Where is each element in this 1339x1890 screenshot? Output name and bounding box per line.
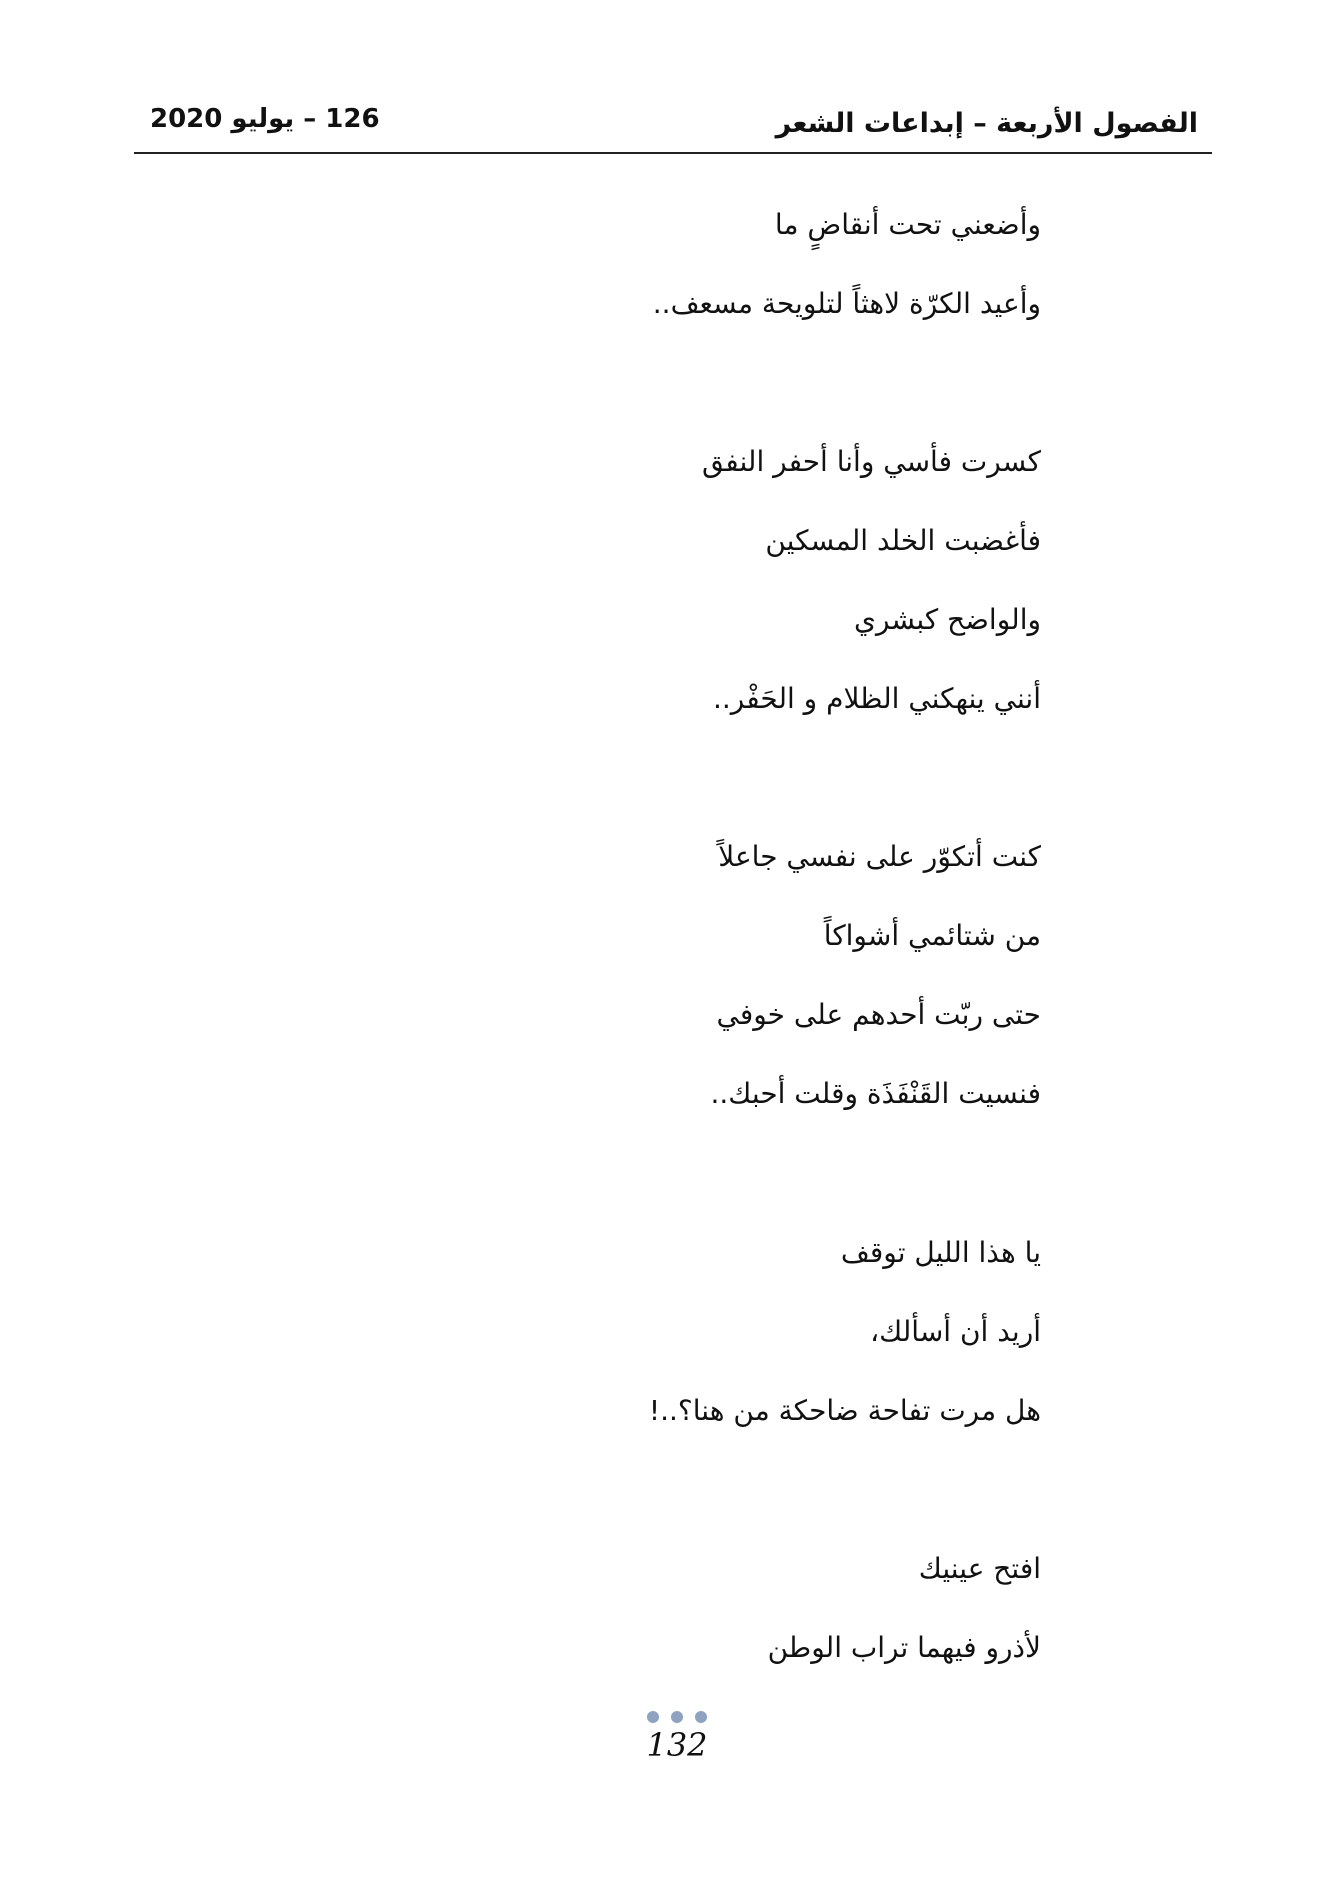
- poem-line: أنني ينهكني الظلام و الحَفْر..: [712, 682, 1041, 715]
- poem-line: كسرت فأسي وأنا أحفر النفق: [701, 445, 1041, 478]
- poem-line: هل مرت تفاحة ضاحكة من هنا؟..!: [648, 1394, 1041, 1427]
- poem-line: لأذرو فيهما تراب الوطن: [767, 1631, 1041, 1664]
- poem-line: أريد أن أسألك،: [870, 1315, 1041, 1348]
- poem-line: من شتائمي أشواكاً: [823, 919, 1041, 952]
- header-title: الفصول الأربعة – إبداعات الشعر: [775, 108, 1198, 139]
- poem-line: افتح عينيك: [918, 1552, 1041, 1585]
- poem-line: كنت أتكوّر على نفسي جاعلاً: [718, 840, 1041, 873]
- poem-line: والواضح كبشري: [854, 603, 1041, 636]
- poem-line: فنسيت القَنْفَذَة وقلت أحبك..: [710, 1077, 1041, 1110]
- poem-line: وأعيد الكرّة لاهثاً لتلويحة مسعف..: [652, 287, 1041, 320]
- poem-line: حتى ربّت أحدهم على خوفي: [716, 998, 1041, 1031]
- dot-icon: [671, 1711, 683, 1723]
- page-number: 132: [646, 1726, 708, 1764]
- poem-line: وأضعني تحت أنقاضٍ ما: [774, 208, 1041, 241]
- dot-icon: [647, 1711, 659, 1723]
- poem-line: فأغضبت الخلد المسكين: [765, 524, 1041, 557]
- header-issue: 126 – يوليو 2020: [150, 104, 380, 134]
- poem-line: يا هذا الليل توقف: [840, 1236, 1041, 1269]
- page-header: [134, 96, 1212, 154]
- footer-dots-ornament: [647, 1711, 707, 1725]
- dot-icon: [695, 1711, 707, 1723]
